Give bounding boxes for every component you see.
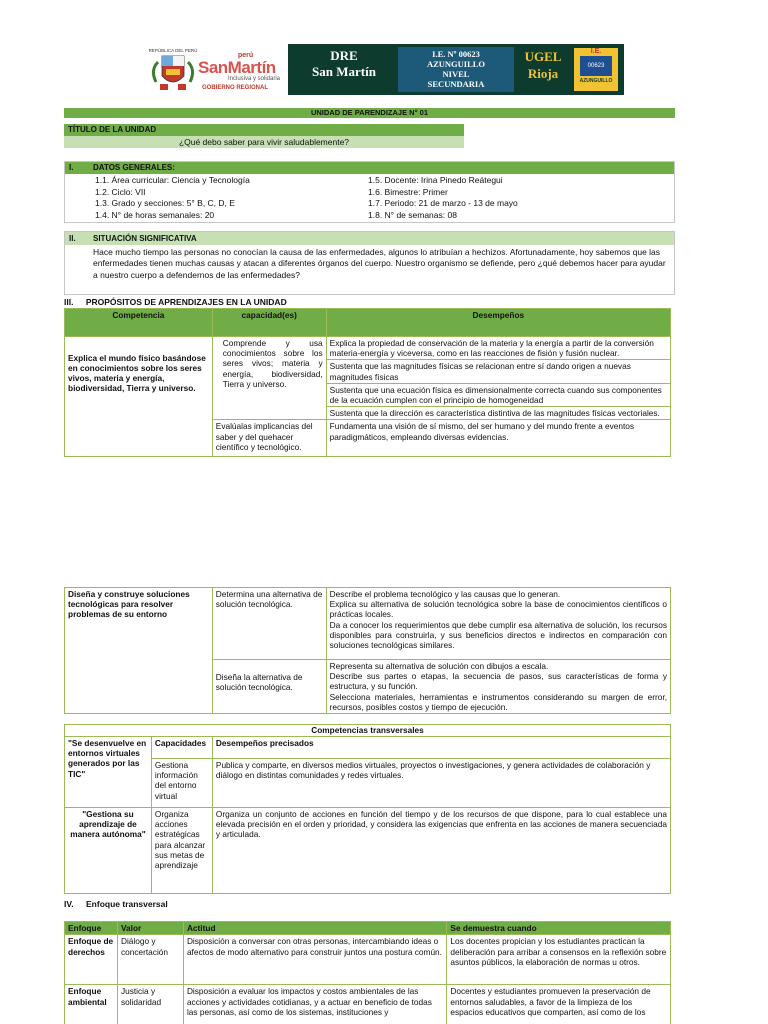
transversal-autonoma: "Gestiona su aprendizaje de manera autónoma"	[65, 808, 152, 894]
badge-number: 00623	[580, 56, 612, 76]
enfoque-heading	[64, 899, 168, 909]
competencia-explica-mundo: Explica el mundo físico basándose en conocimientos sobre los seres vivos, materia y energía, biodiversidad, Tierra y universo.	[65, 337, 213, 457]
logo-sanmartin-text: SanMartín	[198, 58, 276, 77]
demuestra-ambiental: Docentes y estudiantes promueven la preservación de entornos saludables, a favor de la limpieza de los espacios educativos que comparten, así como de los	[447, 985, 671, 1024]
transversal-tic: "Se desenvuelve en entornos virtuales generados por las TIC"	[65, 737, 152, 808]
badge-top-text: I.E.	[590, 48, 602, 55]
dre-label: DRE	[330, 48, 358, 63]
enfoque-label: Enfoque transversal	[86, 899, 168, 909]
datos-generales-section	[64, 161, 675, 223]
ie-level-label: NIVEL	[442, 69, 470, 79]
header-enfoque: Enfoque	[65, 922, 118, 935]
logo-peru-text: perú	[238, 52, 254, 59]
badge-bottom-text: AZUNGUILLO	[579, 78, 613, 84]
capacidad-gestiona-info: Gestiona información del entorno virtual	[151, 759, 212, 808]
desempenos-determina	[326, 588, 670, 660]
capacidad-comprende-usa: Comprende y usa conocimientos sobre los seres vivos; materia y energía, biodiversidad, Tierra y universo.	[212, 337, 326, 420]
transversales-table	[64, 724, 671, 894]
capacidad-determina: Determina una alternativa de solución tecnológica.	[212, 588, 326, 660]
ie-name: AZUNGUILLO	[426, 59, 486, 69]
desempeno-11: Selecciona materiales, herramientas e instrumentos considerando su margen de error, recursos, posibles costos y tiempo de ejecución.	[329, 691, 667, 712]
header-actitud: Actitud	[183, 922, 446, 935]
actitud-ambiental: Disposición a evaluar los impactos y costos ambientales de las acciones y actividades cotidianas, y a actuar en beneficio de todas las personas, así como de los sistemas, instituciones y	[183, 985, 446, 1024]
datos-label: DATOS GENERALES:	[93, 163, 175, 172]
desempeno-3: Sustenta que una ecuación física es dimensionalmente correcta cuando sus componentes de la ecuación cumplen con el principio de homogeneidad	[326, 383, 670, 406]
datos-area: 1.1. Área curricular: Ciencia y Tecnología	[95, 175, 250, 185]
ie-block	[398, 47, 514, 92]
desempeno-7: Explica su alternativa de solución tecnológica sobre la base de conocimientos científicos o prácticas locales.	[329, 599, 667, 620]
ugel-region-label: Rioja	[527, 66, 559, 81]
datos-right-list	[368, 175, 518, 221]
desempeno-autonoma: Organiza un conjunto de acciones en función del tiempo y de los recursos de que dispone, para lo cual establece una elevada precisión en el orden y prioridad, y considera las exigencias que enfrenta en las acciones de manera secuenciada y articulada.	[212, 808, 670, 894]
datos-number: I.	[69, 163, 74, 172]
ugel-label: UGEL	[524, 49, 562, 64]
datos-left-list	[95, 175, 250, 221]
ugel-block	[516, 48, 570, 82]
datos-grado: 1.3. Grado y secciones: 5° B, C, D, E	[95, 198, 235, 208]
desempenos-disena	[326, 660, 670, 714]
desempeno-4: Sustenta que la dirección es característica distintiva de las magnitudes físicas vectoriales.	[326, 407, 670, 420]
gobierno-regional-logo	[198, 52, 288, 96]
valor-justicia: Justicia y solidaridad	[117, 985, 183, 1024]
header-capacidades-trans: Capacidades	[151, 737, 212, 759]
situacion-section	[64, 231, 675, 295]
titulo-label: TÍTULO DE LA UNIDAD	[64, 124, 464, 136]
desempeno-6: Describe el problema tecnológico y las causas que lo generan.	[329, 589, 561, 599]
enfoque-ambiental: Enfoque ambiental	[65, 985, 118, 1024]
demuestra-derechos: Los docentes propician y los estudiantes practican la deliberación para arribar a consensos en la reflexión sobre asuntos públicos, la elaboración de normas u otros.	[447, 935, 671, 985]
header-desempenos-precisados: Desempeños precisados	[212, 737, 670, 759]
ie-number: I.E. Nº 00623	[432, 49, 480, 59]
datos-periodo: 1.7. Periodo: 21 de marzo - 13 de mayo	[368, 198, 518, 208]
ie-level-value: SECUNDARIA	[427, 79, 485, 89]
datos-bimestre: 1.6. Bimestre: Primer	[368, 186, 448, 197]
school-badge-icon	[572, 46, 620, 93]
unit-title-bar: UNIDAD DE PARENDIZAJE N° 01	[64, 108, 675, 118]
logo-gobierno-text: GOBIERNO REGIONAL	[202, 85, 269, 91]
situacion-label: SITUACIÓN SIGNIFICATIVA	[93, 234, 197, 243]
desempeno-9: Representa su alternativa de solución con dibujos a escala.	[329, 661, 549, 671]
datos-docente: 1.5. Docente: Irina Pinedo Reátegui	[368, 175, 503, 185]
propositos-table-1	[64, 308, 671, 457]
datos-header	[65, 162, 674, 174]
enfoque-table	[64, 921, 671, 1024]
desempeno-10: Describe sus partes o etapas, la secuencia de pasos, sus características de forma y estructura, y su función.	[329, 671, 667, 692]
capacidad-evalua: Evalúalas implicancias del saber y del quehacer científico y tecnológico.	[212, 420, 326, 457]
header-capacidades: capacidad(es)	[212, 309, 326, 337]
situacion-text: Hace mucho tiempo las personas no conocían la causa de las enfermedades, algunos lo atribuían a hechizos. Afortunadamente, hoy sabemos que las enfermedades tienen muchas causas y atacan a diferentes órganos del cuerpo. Nuestro organismo se defiende, pero ¿qué debemos hacer para ayudar a nuestro cuerpo a defendernos de las enfermedades?	[93, 247, 666, 280]
datos-semanas: 1.8. N° de semanas: 08	[368, 209, 457, 220]
desempeno-1: Explica la propiedad de conservación de la materia y la energía a partir de la conversión materia-energía y viceversa, como en las reacciones de fisión y fusión nuclear.	[326, 337, 670, 360]
datos-horas: 1.4. N° de horas semanales: 20	[95, 209, 215, 220]
enfoque-number: IV.	[64, 899, 74, 909]
header-valor: Valor	[117, 922, 183, 935]
desempeno-5: Fundamenta una visión de sí mismo, del ser humano y del mundo frente a eventos paradigmáticos, empleando diversas evidencias.	[326, 420, 670, 457]
propositos-label: PROPÓSITOS DE APRENDIZAJES EN LA UNIDAD	[85, 297, 287, 307]
datos-ciclo: 1.2. Ciclo: VII	[95, 186, 146, 197]
peru-shield-logo	[146, 44, 200, 96]
transversales-title: Competencias transversales	[65, 725, 671, 737]
capacidad-disena: Diseña la alternativa de solución tecnológica.	[212, 660, 326, 714]
header-demuestra: Se demuestra cuando	[447, 922, 671, 935]
propositos-table-2	[64, 587, 671, 714]
titulo-section	[64, 124, 464, 148]
header-desempenos: Desempeños	[326, 309, 670, 337]
enfoque-derechos: Enfoque de derechos	[65, 935, 118, 985]
situacion-header	[65, 232, 674, 245]
dre-banner	[288, 44, 624, 95]
desempeno-2: Sustenta que las magnitudes físicas se relacionan entre sí dando origen a nuevas magnitudes físicas	[326, 360, 670, 383]
logo-slogan-text: Inclusiva y solidaria	[228, 76, 281, 82]
propositos-heading	[64, 297, 287, 307]
desempeno-8: Da a conocer los requerimientos que debe cumplir esa alternativa de solución, los recursos disponibles para construirla, y sus beneficios directos e indirectos en comparación con soluciones tecnológicas similares.	[329, 619, 667, 651]
dre-region-label: San Martín	[312, 64, 376, 79]
svg-text:REPÚBLICA DEL PERÚ: REPÚBLICA DEL PERÚ	[148, 48, 198, 53]
header-competencia: Competencia	[65, 309, 213, 337]
valor-dialogo: Diálogo y concertación	[117, 935, 183, 985]
capacidad-organiza: Organiza acciones estratégicas para alcanzar sus metas de aprendizaje	[151, 808, 212, 894]
propositos-number: III.	[64, 297, 74, 307]
competencia-disena: Diseña y construye soluciones tecnológicas para resolver problemas de su entorno	[65, 588, 213, 714]
titulo-value: ¿Qué debo saber para vivir saludablemente?	[64, 136, 464, 148]
situacion-number: II.	[69, 234, 76, 243]
dre-block	[294, 48, 394, 80]
desempeno-tic: Publica y comparte, en diversos medios virtuales, proyectos o investigaciones, y genera actividades de colaboración y diálogo en distintas comunidades y redes virtuales.	[212, 759, 670, 808]
actitud-derechos: Disposición a conversar con otras personas, intercambiando ideas o afectos de modo alternativo para construir juntos una postura común.	[183, 935, 446, 985]
